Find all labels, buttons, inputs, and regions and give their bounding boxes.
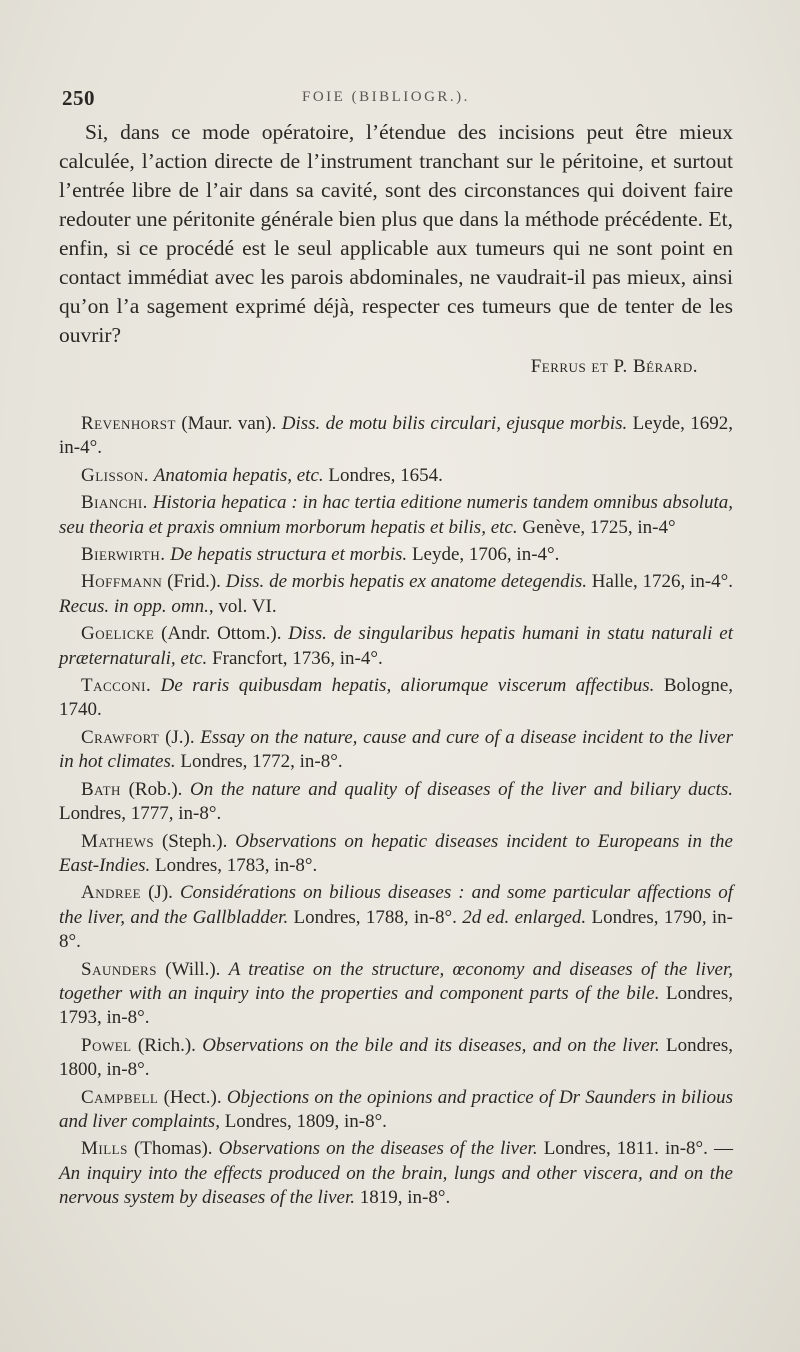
entry-author: Revenhorst bbox=[81, 413, 176, 434]
entry-details: (Thomas). bbox=[127, 1138, 219, 1160]
entry-title: Anatomia hepatis, etc. bbox=[153, 464, 324, 486]
entry-author: Goelicke bbox=[81, 623, 155, 645]
entry-title: De hepatis structura et morbis. bbox=[170, 544, 408, 566]
entry-publication: Londres, 1800, in-8°. bbox=[59, 1034, 733, 1081]
entry-publication: Francfort, 1736, in-4°. bbox=[207, 647, 383, 669]
entry-title: Objections on the opinions and practice of Dr Saunders in bilious and liver complaints, bbox=[59, 1086, 733, 1132]
entry-title: Historia hepatica : in hac tertia editione numeris tandem omnibus absoluta, seu theoria et praxis omnium morborum hepatis et bilis, etc. bbox=[59, 492, 734, 538]
page-content bbox=[59, 118, 733, 1214]
entry-publication: Genève, 1725, in-4° bbox=[517, 516, 676, 538]
entry-publication-secondary: 1819, in-8°. bbox=[355, 1187, 451, 1209]
entry-author: Bath bbox=[81, 778, 121, 800]
entry-publication: Londres, 1809, in-8°. bbox=[219, 1110, 387, 1132]
entry-details: (J.). bbox=[159, 726, 201, 748]
bibliography-entry bbox=[59, 622, 733, 671]
entry-author: Hoffmann bbox=[81, 571, 163, 593]
bibliography-entry bbox=[59, 830, 733, 879]
entry-author: Mills bbox=[81, 1138, 128, 1160]
entry-publication: Leyde, 1692, in-4°. bbox=[59, 413, 733, 459]
bibliography-entry bbox=[59, 1137, 733, 1210]
entry-publication-secondary: Londres, 1790, in-8°. bbox=[59, 906, 733, 953]
signature: Ferrus et P. Bérard. bbox=[530, 356, 698, 377]
bibliography-entry bbox=[59, 881, 733, 954]
entry-author: Tacconi. bbox=[81, 675, 152, 697]
entry-details: (Hect.). bbox=[158, 1086, 227, 1108]
entry-publication-secondary: , vol. VI. bbox=[208, 595, 277, 617]
entry-publication: Londres, 1783, in-8°. bbox=[150, 854, 318, 876]
entry-author: Powel bbox=[81, 1034, 132, 1056]
entry-publication: Londres, 1772, in-8°. bbox=[175, 751, 343, 773]
entry-publication: Londres, 1793, in-8°. bbox=[59, 982, 733, 1029]
body-paragraph: Si, dans ce mode opératoire, l’étendue des incisions peut être mieux calculée, l’action directe de l’instrument tranchant sur le péritoine, et surtout l’entrée libre de l’air dans sa cavité, sont des circonstances qui doivent faire redouter une péritonite générale bien plus que dans la méthode précédente. Et, enfin, si ce procédé est le seul applicable aux tumeurs qui ne sont point en contact immédiat avec les parois abdominales, ne vaudrait-il pas mieux, ainsi qu’on l’a sagement exprimé déjà, respecter ces tumeurs que de tenter de les ouvrir? bbox=[59, 120, 733, 347]
page-number: 250 bbox=[62, 86, 95, 110]
entry-details: (Steph.). bbox=[154, 830, 236, 852]
entry-details: (Will.). bbox=[156, 958, 229, 980]
entry-author: Glisson. bbox=[81, 464, 149, 486]
entry-publication: Londres, 1777, in-8°. bbox=[59, 803, 222, 825]
bibliography-entry bbox=[59, 726, 733, 775]
entry-title: Considérations on bilious diseases : and some particular affections of the liver, and the Gallbladder. bbox=[59, 882, 733, 928]
entry-title-secondary: Recus. in opp. omn. bbox=[59, 595, 209, 617]
bibliography-entry bbox=[59, 543, 733, 567]
entry-publication: Halle, 1726, in-4°. bbox=[587, 571, 734, 593]
entry-details bbox=[151, 675, 160, 696]
entry-author: Campbell bbox=[81, 1086, 159, 1108]
bibliography-list bbox=[59, 412, 733, 1211]
entry-details: (Andr. Ottom.). bbox=[154, 623, 289, 645]
entry-publication: Londres, 1654. bbox=[323, 464, 443, 486]
entry-details: (J). bbox=[141, 882, 180, 904]
entry-author: Bianchi. bbox=[81, 492, 148, 514]
entry-title: Diss. de morbis hepatis ex anatome detegendis. bbox=[225, 571, 587, 593]
entry-details: (Maur. van). bbox=[175, 413, 282, 434]
entry-title: Observations on hepatic diseases incident to Europeans in the East-Indies. bbox=[59, 830, 733, 876]
entry-author: Crawfort bbox=[81, 726, 160, 748]
entry-title: On the nature and quality of diseases of the liver and biliary ducts. bbox=[190, 778, 734, 800]
bibliography-entry bbox=[59, 778, 733, 827]
bibliography-entry bbox=[59, 464, 733, 488]
bibliography-entry bbox=[59, 1034, 733, 1083]
bibliography-entry bbox=[59, 674, 733, 723]
entry-publication: Bologne, 1740. bbox=[59, 675, 734, 721]
entry-author: Saunders bbox=[81, 958, 157, 980]
entry-details: (Frid.). bbox=[162, 571, 226, 593]
entry-title: De raris quibusdam hepatis, aliorumque viscerum affectibus. bbox=[160, 675, 655, 697]
entry-author: Bierwirth. bbox=[81, 544, 166, 566]
bibliography-entry bbox=[59, 1086, 733, 1135]
entry-publication: Londres, 1788, in-8°. bbox=[288, 906, 463, 928]
running-title: FOIE (BIBLIOGR.). bbox=[302, 89, 470, 105]
page-header bbox=[62, 86, 738, 112]
entry-title: Observations on the bile and its diseases, and on the liver. bbox=[202, 1034, 660, 1056]
bibliography-entry bbox=[59, 570, 733, 619]
entry-title: Diss. de singularibus hepatis humani in statu naturali et præternaturali, etc. bbox=[59, 623, 733, 669]
entry-title: Essay on the nature, cause and cure of a disease incident to the liver in hot climates. bbox=[59, 726, 733, 773]
entry-publication: Leyde, 1706, in-4°. bbox=[407, 544, 560, 566]
bibliography-entry bbox=[59, 491, 733, 540]
bibliography-entry bbox=[59, 412, 733, 461]
entry-title: A treatise on the structure, œconomy and diseases of the liver, together with an inquiry into the properties and component parts of the bile. bbox=[59, 958, 733, 1004]
entry-details: (Rich.). bbox=[131, 1034, 203, 1056]
entry-author: Mathews bbox=[81, 830, 155, 852]
entry-title-secondary: 2d ed. enlarged. bbox=[462, 906, 587, 928]
entry-title: Diss. de motu bilis circulari, ejusque morbis. bbox=[281, 413, 628, 434]
entry-details: (Rob.). bbox=[120, 778, 191, 800]
entry-publication: Londres, 1811. in-8°. — bbox=[537, 1138, 733, 1160]
bibliography-entry bbox=[59, 958, 733, 1031]
entry-title-secondary: An inquiry into the effects produced on the brain, lungs and other viscera, and on the nervous system by diseases of the liver. bbox=[59, 1162, 733, 1209]
entry-author: Andree bbox=[81, 882, 142, 904]
entry-title: Observations on the diseases of the liver. bbox=[218, 1138, 538, 1160]
